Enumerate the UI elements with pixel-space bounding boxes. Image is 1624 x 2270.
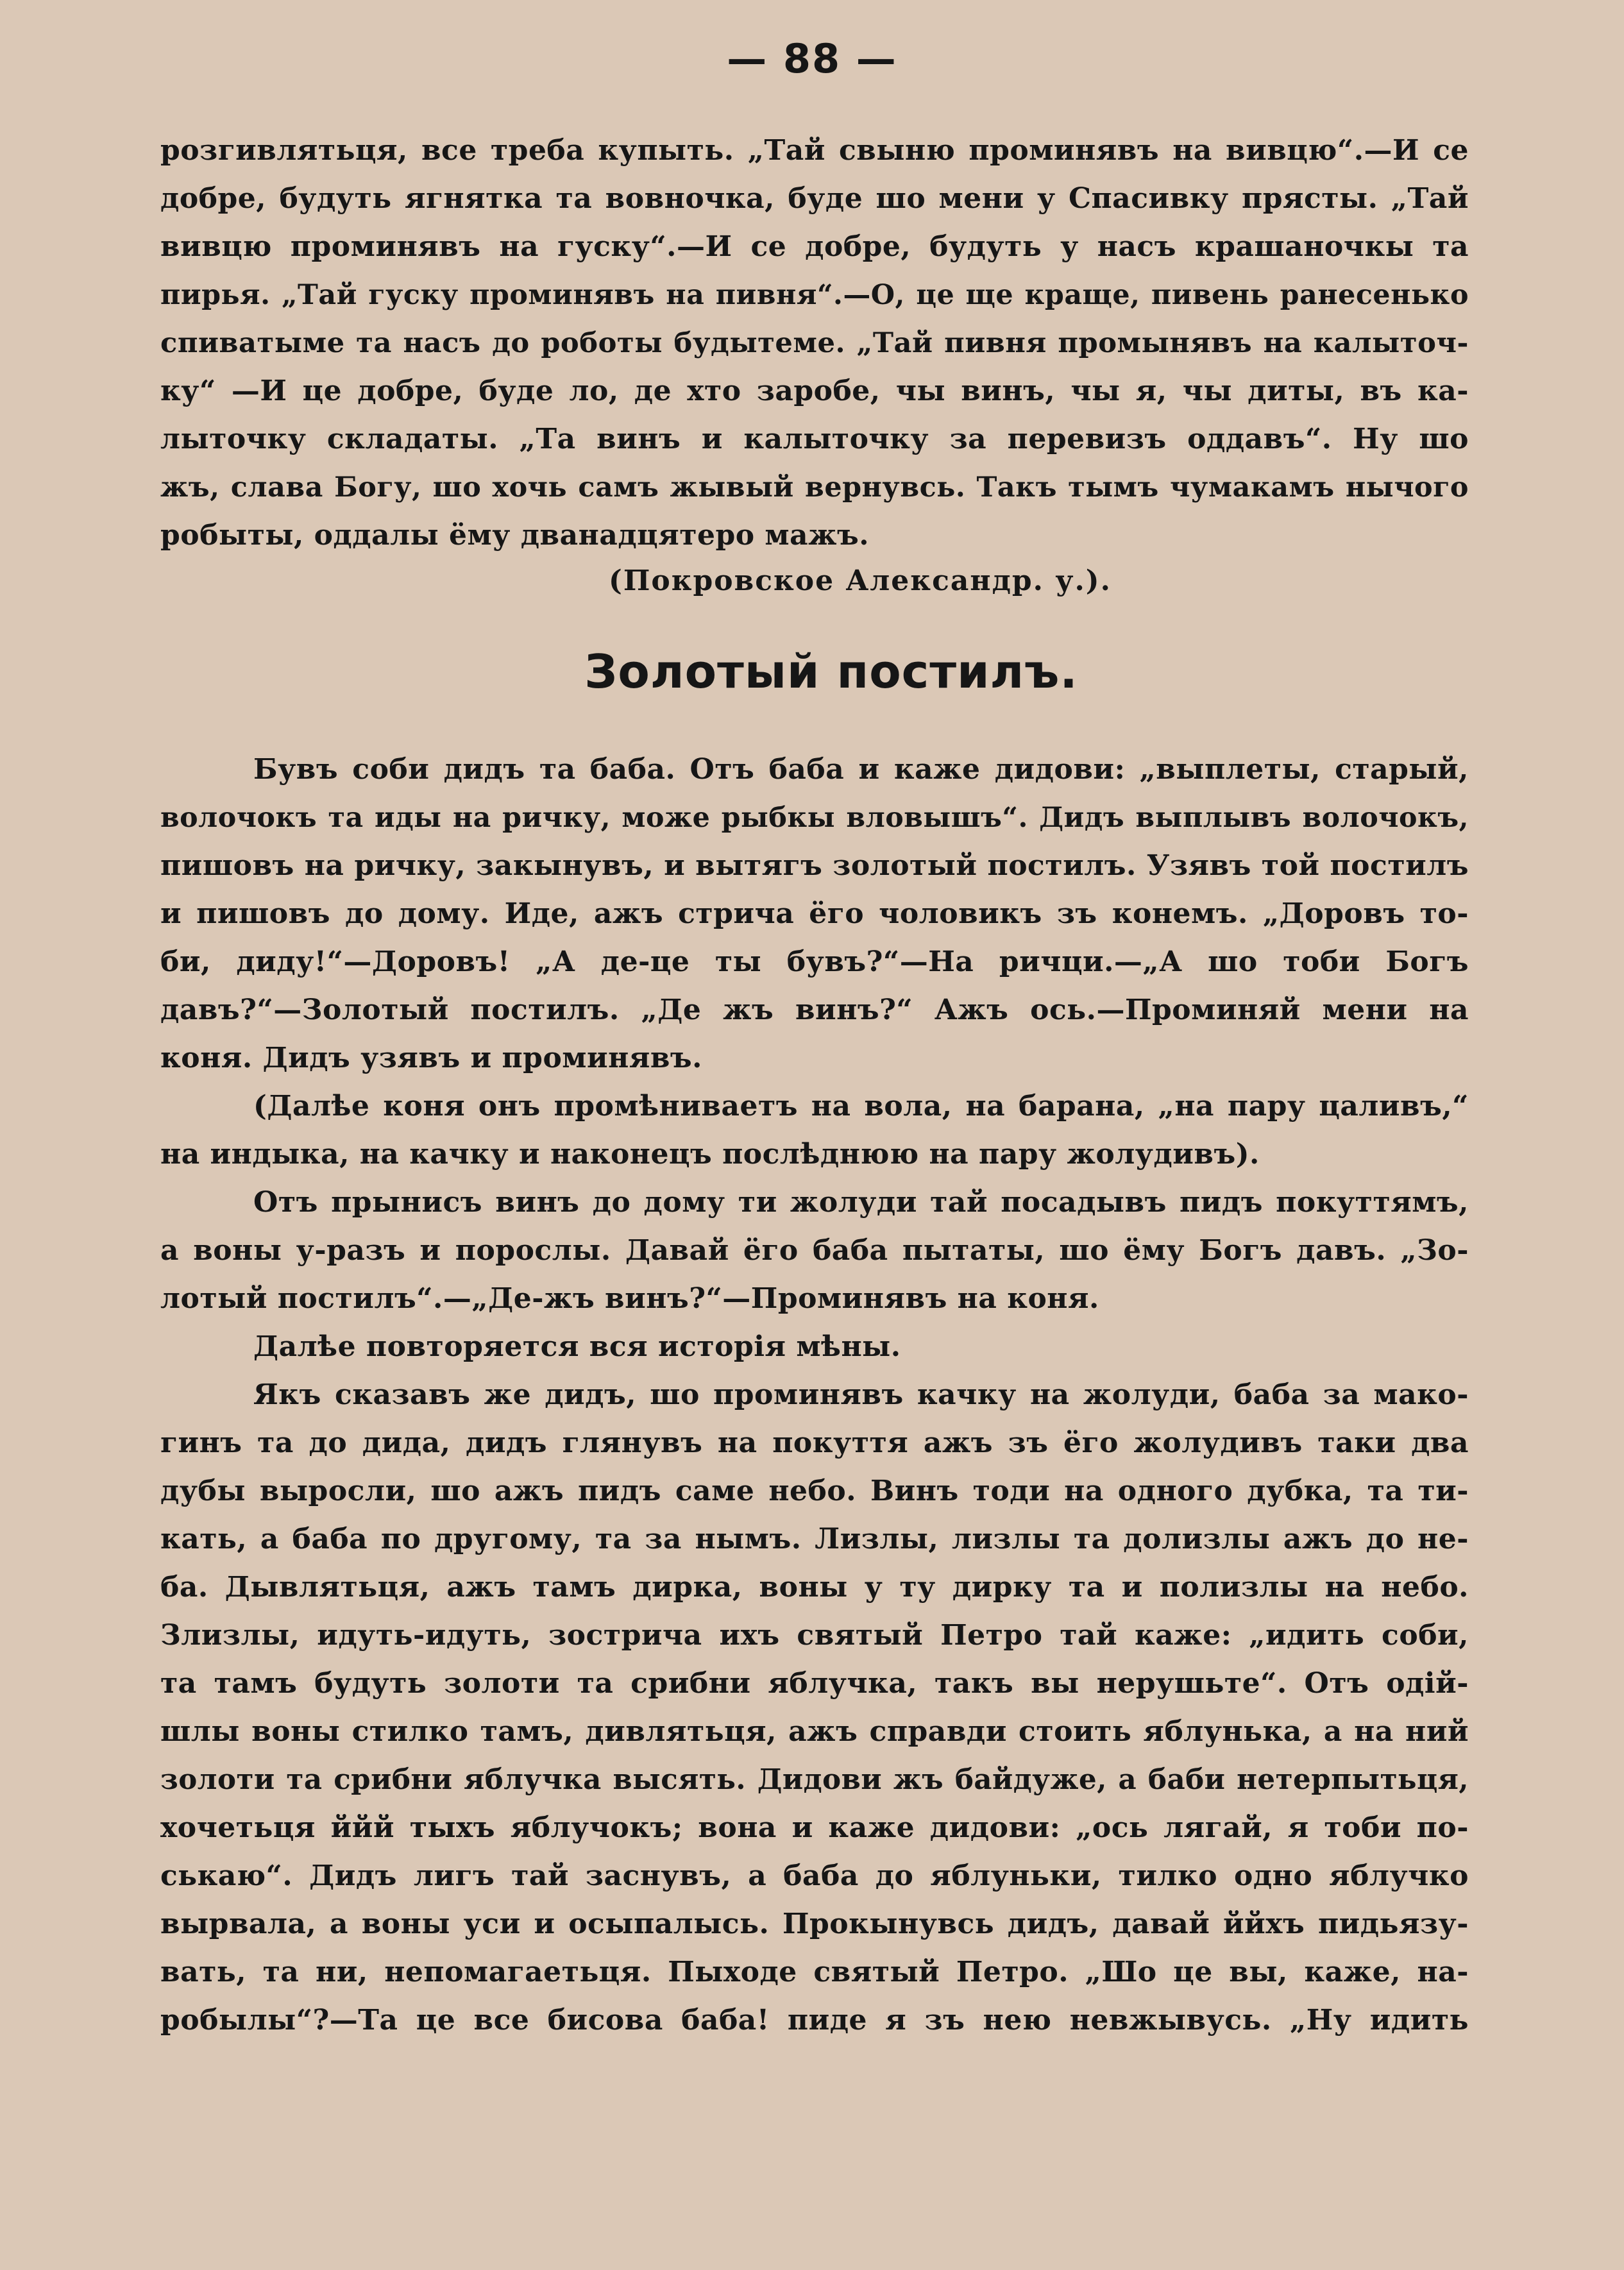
text-line: добре, будуть ягнятка та вовночка, буде шо мени у Спасивку прясты. „Тай <box>160 182 1469 215</box>
text-line: Якъ сказавъ же дидъ, шо проминявъ качку на жолуди, баба за мако- <box>253 1378 1469 1411</box>
text-line: давъ?“—Золотый постилъ. „Де жъ винъ?“ Ажъ ось.—Проминяй мени на <box>160 994 1469 1026</box>
page-number: — 88 — <box>727 35 897 82</box>
text-line: дубы выросли, шо ажъ пидъ саме небо. Винъ тоди на одного дубка, та ти- <box>160 1475 1469 1507</box>
story-title: Золотый постилъ. <box>584 645 1078 699</box>
text-line: вивцю проминявъ на гуску“.—И се добре, будуть у насъ крашаночкы та <box>160 230 1469 263</box>
text-line: би, диду!“—Доровъ! „А де-це ты бувъ?“—На ричци.—„А шо тоби Богъ <box>160 945 1469 978</box>
text-line: гинъ та до дида, дидъ глянувъ на покуття ажъ зъ ёго жолудивъ таки два <box>160 1427 1469 1459</box>
text-line: лыточку складаты. „Та винъ и калыточку за перевизъ оддавъ“. Ну шо <box>160 423 1469 455</box>
text-line: жъ, слава Богу, шо хочь самъ жывый вернувсь. Такъ тымъ чумакамъ нычого <box>160 471 1469 504</box>
text-line: Бувъ соби дидъ та баба. Отъ баба и каже дидови: „выплеты, старый, <box>253 753 1469 786</box>
text-line: ськаю“. Дидъ лигъ тай заснувъ, а баба до яблуньки, тилко одно яблучко <box>160 1859 1469 1892</box>
text-line: ку“ —И це добре, буде ло, де хто заробе, чы винъ, чы я, чы диты, въ ка- <box>160 375 1469 407</box>
text-line: розгивлятьця, все треба купыть. „Тай свыню проминявъ на вивцю“.—И се <box>160 134 1469 167</box>
text-line: робыты, оддалы ёму дванадцятеро мажъ. <box>160 519 870 552</box>
text-line: хочетьця ййй тыхъ яблучокъ; вона и каже дидови: „ось лягай, я тоби по- <box>160 1811 1469 1844</box>
text-line: спиватыме та насъ до роботы будытеме. „Тай пивня промынявъ на калыточ- <box>160 326 1469 359</box>
text-line: Отъ прынисъ винъ до дому ти жолуди тай посадывъ пидъ покуттямъ, <box>253 1186 1469 1219</box>
text-line: коня. Дидъ узявъ и проминявъ. <box>160 1042 702 1074</box>
text-line: волочокъ та иды на ричку, може рыбкы вловышъ“. Дидъ выплывъ волочокъ, <box>160 802 1469 834</box>
text-line: а воны у-разъ и порослы. Давай ёго баба пытаты, шо ёму Богъ давъ. „Зо- <box>160 1234 1469 1267</box>
text-line: вать, та ни, непомагаетьця. Пыходе святый Петро. „Шо це вы, каже, на- <box>160 1956 1469 1988</box>
text-line: Злизлы, идуть-идуть, зострича ихъ святый Петро тай каже: „идить соби, <box>160 1619 1469 1652</box>
text-line: на индыка, на качку и наконецъ послѣднюю на пару жолудивъ). <box>160 1138 1260 1171</box>
text-line: пирья. „Тай гуску проминявъ на пивня“.—О, це ще краще, пивень ранесенько <box>160 279 1469 311</box>
text-line: (Далѣе коня онъ промѣниваетъ на вола, на барана, „на пару цаливъ,“ <box>253 1090 1469 1122</box>
text-line: лотый постилъ“.—„Де-жъ винъ?“—Проминявъ на коня. <box>160 1282 1099 1315</box>
text-line: кать, а баба по другому, та за нымъ. Лизлы, лизлы та долизлы ажъ до не- <box>160 1523 1469 1555</box>
text-line: и пишовъ до дому. Иде, ажъ стрича ёго чоловикъ зъ конемъ. „Доровъ то- <box>160 897 1469 930</box>
story-attribution: (Покровское Александр. у.). <box>609 564 1112 597</box>
text-line: Далѣе повторяется вся исторія мѣны. <box>253 1330 901 1363</box>
text-line: робылы“?—Та це все бисова баба! пиде я зъ нею невжывусь. „Ну идить <box>160 2004 1469 2037</box>
text-line: пишовъ на ричку, закынувъ, и вытягъ золотый постилъ. Узявъ той постилъ <box>160 849 1469 882</box>
text-line: та тамъ будуть золоти та срибни яблучка, такъ вы нерушьте“. Отъ одій- <box>160 1667 1469 1700</box>
text-line: шлы воны стилко тамъ, дивлятьця, ажъ справди стоить яблунька, а на ний <box>160 1715 1469 1748</box>
text-line: вырвала, а воны уси и осыпалысь. Прокынувсь дидъ, давай ййхъ пидьязу- <box>160 1908 1469 1940</box>
text-line: золоти та срибни яблучка высять. Дидови жъ байдуже, а баби нетерпытьця, <box>160 1763 1469 1796</box>
text-line: ба. Дывлятьця, ажъ тамъ дирка, воны у ту дирку та и полизлы на небо. <box>160 1571 1469 1604</box>
